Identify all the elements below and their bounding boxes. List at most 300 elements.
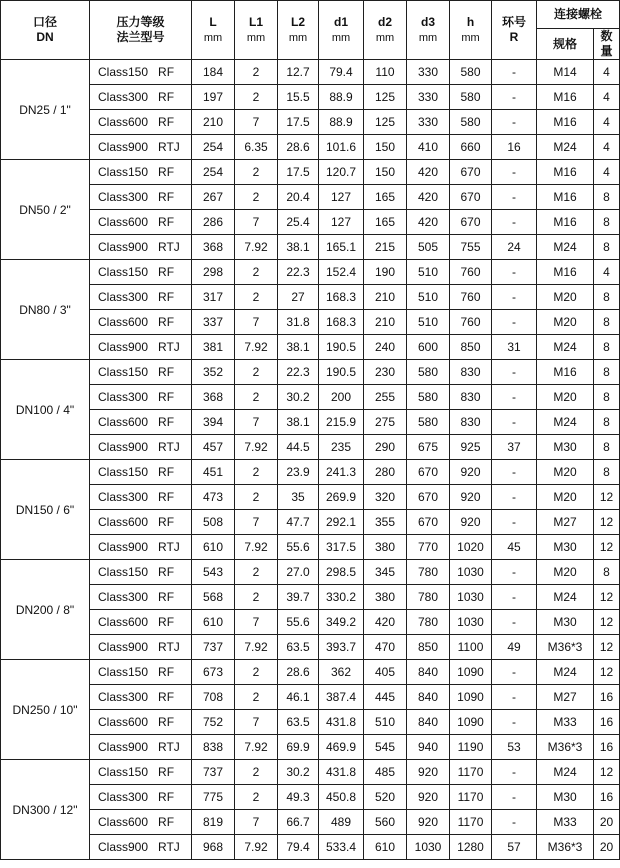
class-label: Class150 bbox=[98, 465, 149, 479]
table-row bbox=[1, 560, 620, 585]
cell-d2: 320 bbox=[364, 485, 407, 510]
cell-d1: 317.5 bbox=[319, 535, 364, 560]
cell-d1: 269.9 bbox=[319, 485, 364, 510]
class-label: Class300 bbox=[98, 590, 149, 604]
cell-l1: 7 bbox=[235, 410, 278, 435]
cell-d3: 420 bbox=[407, 210, 450, 235]
header-class bbox=[90, 1, 192, 60]
cell-r: - bbox=[492, 460, 537, 485]
cell-qty: 8 bbox=[594, 185, 620, 210]
cell-l2: 17.5 bbox=[278, 110, 319, 135]
cell-l2: 44.5 bbox=[278, 435, 319, 460]
cell-l: 508 bbox=[192, 510, 235, 535]
cell-h: 1020 bbox=[450, 535, 492, 560]
cell-spec: M33 bbox=[537, 710, 594, 735]
cell-d1: 165.1 bbox=[319, 235, 364, 260]
class-cell bbox=[90, 210, 192, 235]
cell-l2: 38.1 bbox=[278, 410, 319, 435]
face-label: RTJ bbox=[158, 340, 180, 354]
cell-d1: 241.3 bbox=[319, 460, 364, 485]
cell-l1: 2 bbox=[235, 285, 278, 310]
class-cell bbox=[90, 485, 192, 510]
cell-l2: 23.9 bbox=[278, 460, 319, 485]
class-cell bbox=[90, 760, 192, 785]
cell-spec: M20 bbox=[537, 385, 594, 410]
cell-d2: 510 bbox=[364, 710, 407, 735]
cell-l2: 46.1 bbox=[278, 685, 319, 710]
cell-qty: 8 bbox=[594, 560, 620, 585]
cell-qty: 12 bbox=[594, 485, 620, 510]
cell-spec: M36*3 bbox=[537, 635, 594, 660]
face-label: RF bbox=[158, 715, 175, 729]
cell-l: 610 bbox=[192, 535, 235, 560]
cell-qty: 12 bbox=[594, 585, 620, 610]
class-label: Class300 bbox=[98, 290, 149, 304]
dn-cell: DN250 / 10" bbox=[1, 660, 90, 760]
class-label: Class600 bbox=[98, 715, 149, 729]
cell-d1: 127 bbox=[319, 185, 364, 210]
cell-d3: 770 bbox=[407, 535, 450, 560]
table-row bbox=[1, 285, 620, 310]
cell-h: 580 bbox=[450, 60, 492, 85]
class-cell bbox=[90, 510, 192, 535]
cell-r: 53 bbox=[492, 735, 537, 760]
cell-spec: M24 bbox=[537, 410, 594, 435]
face-label: RF bbox=[158, 615, 175, 629]
cell-l: 673 bbox=[192, 660, 235, 685]
cell-l1: 7 bbox=[235, 310, 278, 335]
class-cell bbox=[90, 135, 192, 160]
cell-d3: 670 bbox=[407, 460, 450, 485]
cell-h: 830 bbox=[450, 360, 492, 385]
cell-h: 1090 bbox=[450, 685, 492, 710]
cell-d1: 469.9 bbox=[319, 735, 364, 760]
header-bolt-qty-line1: 数 bbox=[600, 29, 613, 43]
cell-d2: 215 bbox=[364, 235, 407, 260]
header-L-label: L bbox=[209, 14, 217, 29]
cell-l1: 7.92 bbox=[235, 535, 278, 560]
table-header bbox=[1, 1, 620, 60]
header-L1-unit: mm bbox=[246, 31, 266, 44]
cell-spec: M30 bbox=[537, 535, 594, 560]
cell-h: 660 bbox=[450, 135, 492, 160]
header-dn-line2: DN bbox=[36, 30, 54, 44]
header-h-unit: mm bbox=[461, 31, 480, 44]
class-cell bbox=[90, 410, 192, 435]
cell-d2: 280 bbox=[364, 460, 407, 485]
cell-qty: 12 bbox=[594, 635, 620, 660]
class-cell bbox=[90, 710, 192, 735]
cell-r: 24 bbox=[492, 235, 537, 260]
cell-spec: M24 bbox=[537, 660, 594, 685]
class-label: Class600 bbox=[98, 115, 149, 129]
cell-l2: 25.4 bbox=[278, 210, 319, 235]
face-label: RF bbox=[158, 465, 175, 479]
cell-h: 850 bbox=[450, 335, 492, 360]
cell-l: 394 bbox=[192, 410, 235, 435]
cell-qty: 8 bbox=[594, 385, 620, 410]
header-d2 bbox=[364, 1, 407, 60]
cell-d3: 920 bbox=[407, 760, 450, 785]
cell-qty: 20 bbox=[594, 810, 620, 835]
cell-qty: 8 bbox=[594, 335, 620, 360]
cell-l1: 2 bbox=[235, 485, 278, 510]
cell-l: 737 bbox=[192, 760, 235, 785]
cell-r: 37 bbox=[492, 435, 537, 460]
cell-d3: 510 bbox=[407, 285, 450, 310]
cell-l1: 7 bbox=[235, 810, 278, 835]
cell-d3: 420 bbox=[407, 185, 450, 210]
cell-d2: 165 bbox=[364, 210, 407, 235]
cell-r: - bbox=[492, 85, 537, 110]
cell-l: 210 bbox=[192, 110, 235, 135]
cell-l1: 7 bbox=[235, 510, 278, 535]
cell-d2: 125 bbox=[364, 110, 407, 135]
cell-d3: 410 bbox=[407, 135, 450, 160]
cell-l1: 7.92 bbox=[235, 835, 278, 860]
table-row bbox=[1, 810, 620, 835]
cell-r: - bbox=[492, 760, 537, 785]
cell-d1: 533.4 bbox=[319, 835, 364, 860]
cell-l: 543 bbox=[192, 560, 235, 585]
header-L-unit: mm bbox=[203, 31, 223, 44]
class-cell bbox=[90, 110, 192, 135]
table-row bbox=[1, 535, 620, 560]
cell-d3: 840 bbox=[407, 710, 450, 735]
cell-d1: 489 bbox=[319, 810, 364, 835]
face-label: RTJ bbox=[158, 740, 180, 754]
cell-d1: 200 bbox=[319, 385, 364, 410]
cell-r: - bbox=[492, 785, 537, 810]
header-d1-label: d1 bbox=[333, 14, 348, 29]
cell-d1: 190.5 bbox=[319, 360, 364, 385]
cell-l: 254 bbox=[192, 160, 235, 185]
cell-d1: 120.7 bbox=[319, 160, 364, 185]
header-ring-label: 环号 bbox=[501, 15, 526, 29]
cell-l2: 47.7 bbox=[278, 510, 319, 535]
cell-h: 670 bbox=[450, 160, 492, 185]
cell-qty: 8 bbox=[594, 435, 620, 460]
class-label: Class900 bbox=[98, 840, 149, 854]
cell-qty: 20 bbox=[594, 835, 620, 860]
cell-qty: 16 bbox=[594, 785, 620, 810]
class-cell bbox=[90, 635, 192, 660]
class-label: Class150 bbox=[98, 565, 149, 579]
table-row bbox=[1, 510, 620, 535]
cell-qty: 8 bbox=[594, 460, 620, 485]
cell-l2: 30.2 bbox=[278, 760, 319, 785]
cell-d1: 88.9 bbox=[319, 110, 364, 135]
cell-spec: M20 bbox=[537, 460, 594, 485]
cell-r: - bbox=[492, 60, 537, 85]
class-cell bbox=[90, 335, 192, 360]
cell-d2: 165 bbox=[364, 185, 407, 210]
table-row bbox=[1, 785, 620, 810]
cell-d1: 387.4 bbox=[319, 685, 364, 710]
cell-d2: 405 bbox=[364, 660, 407, 685]
cell-d3: 840 bbox=[407, 685, 450, 710]
table-row bbox=[1, 85, 620, 110]
class-cell bbox=[90, 610, 192, 635]
cell-d1: 393.7 bbox=[319, 635, 364, 660]
cell-d3: 505 bbox=[407, 235, 450, 260]
cell-h: 1030 bbox=[450, 585, 492, 610]
cell-d1: 79.4 bbox=[319, 60, 364, 85]
cell-spec: M24 bbox=[537, 135, 594, 160]
cell-spec: M30 bbox=[537, 435, 594, 460]
class-label: Class900 bbox=[98, 740, 149, 754]
cell-spec: M24 bbox=[537, 760, 594, 785]
cell-r: - bbox=[492, 810, 537, 835]
cell-qty: 12 bbox=[594, 510, 620, 535]
cell-l1: 2 bbox=[235, 685, 278, 710]
table-row bbox=[1, 385, 620, 410]
cell-l: 819 bbox=[192, 810, 235, 835]
cell-l: 368 bbox=[192, 385, 235, 410]
cell-spec: M20 bbox=[537, 485, 594, 510]
cell-h: 580 bbox=[450, 110, 492, 135]
cell-d3: 580 bbox=[407, 385, 450, 410]
cell-r: 16 bbox=[492, 135, 537, 160]
cell-l: 610 bbox=[192, 610, 235, 635]
cell-d3: 510 bbox=[407, 310, 450, 335]
cell-d2: 445 bbox=[364, 685, 407, 710]
header-h bbox=[450, 1, 492, 60]
cell-r: - bbox=[492, 210, 537, 235]
cell-l2: 28.6 bbox=[278, 660, 319, 685]
class-cell bbox=[90, 310, 192, 335]
cell-spec: M16 bbox=[537, 360, 594, 385]
cell-h: 760 bbox=[450, 260, 492, 285]
class-label: Class900 bbox=[98, 540, 149, 554]
face-label: RF bbox=[158, 765, 175, 779]
class-cell bbox=[90, 60, 192, 85]
table-row bbox=[1, 485, 620, 510]
cell-h: 830 bbox=[450, 410, 492, 435]
cell-h: 1030 bbox=[450, 560, 492, 585]
cell-d2: 610 bbox=[364, 835, 407, 860]
cell-d1: 168.3 bbox=[319, 285, 364, 310]
class-cell bbox=[90, 160, 192, 185]
table-row bbox=[1, 260, 620, 285]
dn-cell: DN100 / 4" bbox=[1, 360, 90, 460]
header-d1-unit: mm bbox=[331, 31, 351, 44]
cell-qty: 12 bbox=[594, 760, 620, 785]
cell-l: 184 bbox=[192, 60, 235, 85]
cell-r: - bbox=[492, 260, 537, 285]
cell-l: 197 bbox=[192, 85, 235, 110]
cell-l1: 2 bbox=[235, 560, 278, 585]
cell-spec: M16 bbox=[537, 210, 594, 235]
table-body bbox=[1, 60, 620, 860]
cell-l1: 2 bbox=[235, 85, 278, 110]
cell-spec: M30 bbox=[537, 610, 594, 635]
cell-h: 1090 bbox=[450, 710, 492, 735]
face-label: RF bbox=[158, 590, 175, 604]
cell-l1: 2 bbox=[235, 260, 278, 285]
cell-h: 1030 bbox=[450, 610, 492, 635]
cell-d3: 580 bbox=[407, 360, 450, 385]
cell-d3: 330 bbox=[407, 60, 450, 85]
header-bolt-qty bbox=[594, 29, 620, 60]
cell-qty: 12 bbox=[594, 660, 620, 685]
cell-l: 286 bbox=[192, 210, 235, 235]
cell-d2: 190 bbox=[364, 260, 407, 285]
cell-spec: M24 bbox=[537, 335, 594, 360]
cell-l: 298 bbox=[192, 260, 235, 285]
cell-r: - bbox=[492, 585, 537, 610]
cell-d3: 330 bbox=[407, 110, 450, 135]
class-cell bbox=[90, 235, 192, 260]
cell-l1: 7 bbox=[235, 710, 278, 735]
cell-h: 1100 bbox=[450, 635, 492, 660]
class-label: Class900 bbox=[98, 240, 149, 254]
cell-l2: 35 bbox=[278, 485, 319, 510]
cell-d2: 230 bbox=[364, 360, 407, 385]
class-label: Class300 bbox=[98, 790, 149, 804]
cell-r: - bbox=[492, 410, 537, 435]
cell-qty: 12 bbox=[594, 610, 620, 635]
cell-spec: M24 bbox=[537, 585, 594, 610]
cell-l: 381 bbox=[192, 335, 235, 360]
cell-r: - bbox=[492, 560, 537, 585]
header-d1 bbox=[319, 1, 364, 60]
cell-l2: 12.7 bbox=[278, 60, 319, 85]
cell-d2: 560 bbox=[364, 810, 407, 835]
face-label: RF bbox=[158, 115, 175, 129]
class-cell bbox=[90, 260, 192, 285]
face-label: RF bbox=[158, 190, 175, 204]
cell-l1: 2 bbox=[235, 185, 278, 210]
cell-qty: 8 bbox=[594, 310, 620, 335]
cell-h: 760 bbox=[450, 285, 492, 310]
cell-qty: 12 bbox=[594, 535, 620, 560]
cell-l2: 63.5 bbox=[278, 635, 319, 660]
cell-l: 737 bbox=[192, 635, 235, 660]
dn-cell: DN80 / 3" bbox=[1, 260, 90, 360]
header-class-line2: 法兰型号 bbox=[116, 30, 165, 44]
dn-cell: DN150 / 6" bbox=[1, 460, 90, 560]
class-label: Class300 bbox=[98, 690, 149, 704]
cell-l: 267 bbox=[192, 185, 235, 210]
table-row bbox=[1, 185, 620, 210]
cell-spec: M16 bbox=[537, 85, 594, 110]
cell-d2: 125 bbox=[364, 85, 407, 110]
table-row bbox=[1, 235, 620, 260]
face-label: RF bbox=[158, 665, 175, 679]
cell-l: 368 bbox=[192, 235, 235, 260]
cell-d2: 470 bbox=[364, 635, 407, 660]
cell-l2: 22.3 bbox=[278, 260, 319, 285]
cell-r: - bbox=[492, 185, 537, 210]
cell-l: 752 bbox=[192, 710, 235, 735]
class-cell bbox=[90, 660, 192, 685]
face-label: RF bbox=[158, 815, 175, 829]
face-label: RF bbox=[158, 315, 175, 329]
cell-r: - bbox=[492, 710, 537, 735]
cell-qty: 4 bbox=[594, 110, 620, 135]
cell-l: 254 bbox=[192, 135, 235, 160]
cell-l1: 7.92 bbox=[235, 735, 278, 760]
cell-spec: M20 bbox=[537, 560, 594, 585]
cell-l2: 55.6 bbox=[278, 535, 319, 560]
header-dn bbox=[1, 1, 90, 60]
cell-d3: 850 bbox=[407, 635, 450, 660]
cell-qty: 4 bbox=[594, 60, 620, 85]
table-row bbox=[1, 835, 620, 860]
header-L2 bbox=[278, 1, 319, 60]
cell-spec: M24 bbox=[537, 235, 594, 260]
cell-l2: 22.3 bbox=[278, 360, 319, 385]
table-row bbox=[1, 160, 620, 185]
cell-l: 838 bbox=[192, 735, 235, 760]
cell-d3: 420 bbox=[407, 160, 450, 185]
face-label: RF bbox=[158, 415, 175, 429]
cell-spec: M16 bbox=[537, 260, 594, 285]
cell-h: 760 bbox=[450, 310, 492, 335]
cell-l1: 7 bbox=[235, 210, 278, 235]
table-row bbox=[1, 660, 620, 685]
face-label: RF bbox=[158, 90, 175, 104]
cell-l2: 55.6 bbox=[278, 610, 319, 635]
cell-h: 755 bbox=[450, 235, 492, 260]
cell-spec: M33 bbox=[537, 810, 594, 835]
table-row bbox=[1, 60, 620, 85]
table-row bbox=[1, 360, 620, 385]
table-row bbox=[1, 710, 620, 735]
class-label: Class150 bbox=[98, 365, 149, 379]
cell-d2: 380 bbox=[364, 585, 407, 610]
face-label: RF bbox=[158, 390, 175, 404]
cell-d3: 780 bbox=[407, 610, 450, 635]
cell-l2: 38.1 bbox=[278, 235, 319, 260]
table-row bbox=[1, 610, 620, 635]
cell-qty: 4 bbox=[594, 135, 620, 160]
cell-r: 57 bbox=[492, 835, 537, 860]
dn-cell: DN300 / 12" bbox=[1, 760, 90, 860]
header-L2-unit: mm bbox=[288, 31, 308, 44]
class-cell bbox=[90, 785, 192, 810]
header-bolt-qty-line2: 量 bbox=[600, 44, 613, 58]
cell-l: 451 bbox=[192, 460, 235, 485]
cell-d3: 940 bbox=[407, 735, 450, 760]
class-label: Class600 bbox=[98, 515, 149, 529]
cell-qty: 8 bbox=[594, 285, 620, 310]
header-d3-label: d3 bbox=[420, 14, 435, 29]
cell-spec: M20 bbox=[537, 310, 594, 335]
cell-qty: 8 bbox=[594, 210, 620, 235]
cell-l: 473 bbox=[192, 485, 235, 510]
dn-cell: DN200 / 8" bbox=[1, 560, 90, 660]
table-row bbox=[1, 585, 620, 610]
table-row bbox=[1, 310, 620, 335]
table-row bbox=[1, 735, 620, 760]
cell-qty: 8 bbox=[594, 235, 620, 260]
cell-qty: 16 bbox=[594, 735, 620, 760]
cell-r: - bbox=[492, 485, 537, 510]
cell-d1: 127 bbox=[319, 210, 364, 235]
cell-l: 708 bbox=[192, 685, 235, 710]
cell-l1: 2 bbox=[235, 585, 278, 610]
cell-l1: 7.92 bbox=[235, 235, 278, 260]
cell-r: - bbox=[492, 160, 537, 185]
cell-spec: M36*3 bbox=[537, 835, 594, 860]
cell-l1: 7.92 bbox=[235, 635, 278, 660]
table-row bbox=[1, 335, 620, 360]
face-label: RF bbox=[158, 790, 175, 804]
cell-l2: 30.2 bbox=[278, 385, 319, 410]
face-label: RTJ bbox=[158, 240, 180, 254]
